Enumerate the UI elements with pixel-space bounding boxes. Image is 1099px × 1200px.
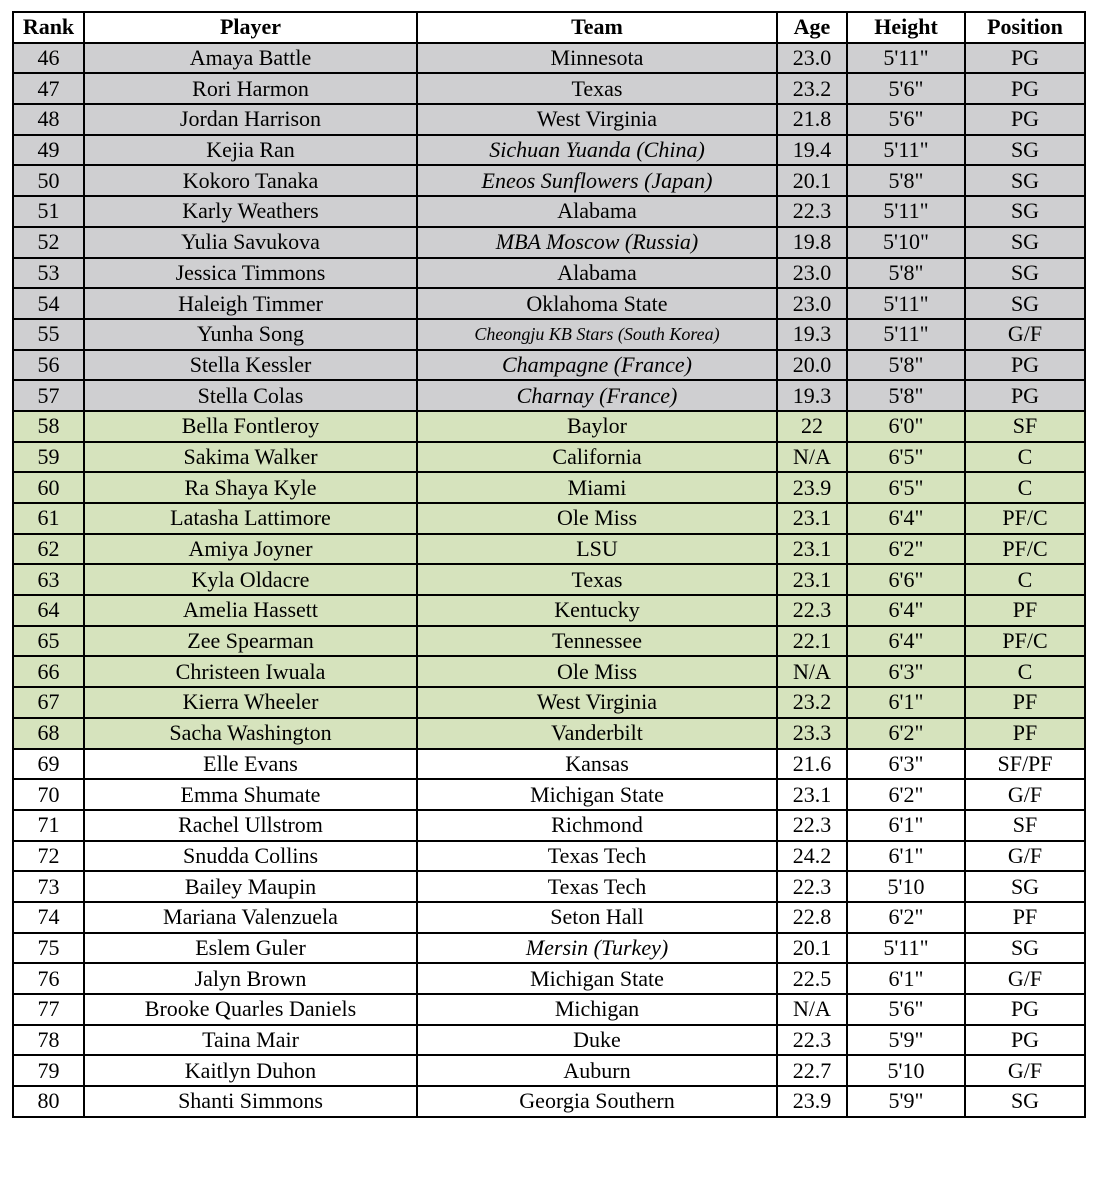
team-cell: Georgia Southern [417,1086,777,1117]
team-cell: West Virginia [417,104,777,135]
rank-cell: 68 [13,718,84,749]
table-row [13,534,1085,565]
position-cell: SF [965,411,1085,442]
age-cell: 22.3 [777,871,847,902]
player-cell: Bailey Maupin [84,871,417,902]
table-row [13,810,1085,841]
rank-cell: 59 [13,442,84,473]
player-cell: Zee Spearman [84,626,417,657]
age-cell: N/A [777,994,847,1025]
player-cell: Kokoro Tanaka [84,165,417,196]
position-cell: SG [965,135,1085,166]
rank-cell: 50 [13,165,84,196]
rank-cell: 60 [13,472,84,503]
rank-cell: 72 [13,841,84,872]
rank-cell: 48 [13,104,84,135]
age-cell: 20.0 [777,350,847,381]
header-position: Position [965,12,1085,43]
rank-cell: 70 [13,779,84,810]
age-cell: N/A [777,442,847,473]
age-cell: 23.0 [777,258,847,289]
position-cell: PG [965,380,1085,411]
team-cell: Sichuan Yuanda (China) [417,135,777,166]
table-row [13,841,1085,872]
rank-cell: 77 [13,994,84,1025]
rank-cell: 74 [13,902,84,933]
player-cell: Sakima Walker [84,442,417,473]
height-cell: 6'2" [847,718,965,749]
age-cell: 20.1 [777,165,847,196]
player-cell: Snudda Collins [84,841,417,872]
age-cell: 22.3 [777,1025,847,1056]
age-cell: 19.8 [777,227,847,258]
table-row [13,779,1085,810]
table-row [13,1086,1085,1117]
table-row [13,350,1085,381]
rank-cell: 71 [13,810,84,841]
position-cell: SG [965,196,1085,227]
player-cell: Sacha Washington [84,718,417,749]
position-cell: G/F [965,1055,1085,1086]
position-cell: C [965,472,1085,503]
age-cell: 23.1 [777,534,847,565]
team-cell: Kansas [417,749,777,780]
age-cell: 23.0 [777,43,847,74]
position-cell: PF [965,718,1085,749]
height-cell: 6'5" [847,442,965,473]
height-cell: 6'4" [847,595,965,626]
player-cell: Jalyn Brown [84,963,417,994]
height-cell: 6'1" [847,841,965,872]
position-cell: PF/C [965,534,1085,565]
player-cell: Jordan Harrison [84,104,417,135]
position-cell: SG [965,1086,1085,1117]
table-row [13,258,1085,289]
height-cell: 6'3" [847,656,965,687]
player-cell: Amelia Hassett [84,595,417,626]
position-cell: PG [965,104,1085,135]
rank-cell: 73 [13,871,84,902]
table-row [13,749,1085,780]
rank-cell: 53 [13,258,84,289]
height-cell: 6'0" [847,411,965,442]
header-player: Player [84,12,417,43]
position-cell: SG [965,258,1085,289]
team-cell: Ole Miss [417,503,777,534]
age-cell: 23.3 [777,718,847,749]
table-row [13,73,1085,104]
position-cell: PG [965,1025,1085,1056]
team-cell: Tennessee [417,626,777,657]
age-cell: 22.3 [777,810,847,841]
team-cell: Auburn [417,1055,777,1086]
player-cell: Bella Fontleroy [84,411,417,442]
age-cell: 23.1 [777,503,847,534]
player-cell: Rori Harmon [84,73,417,104]
height-cell: 5'6" [847,73,965,104]
table-row [13,1055,1085,1086]
team-cell: Oklahoma State [417,288,777,319]
height-cell: 5'10" [847,227,965,258]
age-cell: 23.9 [777,472,847,503]
player-cell: Kejia Ran [84,135,417,166]
position-cell: SG [965,227,1085,258]
team-cell: Texas Tech [417,871,777,902]
height-cell: 6'6" [847,564,965,595]
age-cell: 22.1 [777,626,847,657]
height-cell: 5'10 [847,1055,965,1086]
position-cell: SF [965,810,1085,841]
position-cell: SG [965,871,1085,902]
team-cell: Baylor [417,411,777,442]
age-cell: 23.2 [777,687,847,718]
age-cell: 19.4 [777,135,847,166]
table-row [13,472,1085,503]
table-row [13,902,1085,933]
team-cell: Texas [417,564,777,595]
position-cell: C [965,564,1085,595]
team-cell: Cheongju KB Stars (South Korea) [417,319,777,350]
player-cell: Taina Mair [84,1025,417,1056]
team-cell: Champagne (France) [417,350,777,381]
table-row [13,196,1085,227]
player-cell: Ra Shaya Kyle [84,472,417,503]
rank-cell: 64 [13,595,84,626]
height-cell: 6'2" [847,902,965,933]
team-cell: Miami [417,472,777,503]
rank-cell: 47 [13,73,84,104]
rank-cell: 66 [13,656,84,687]
table-row [13,1025,1085,1056]
table-row [13,687,1085,718]
position-cell: PG [965,994,1085,1025]
team-cell: Charnay (France) [417,380,777,411]
player-cell: Rachel Ullstrom [84,810,417,841]
age-cell: 23.1 [777,779,847,810]
table-row [13,871,1085,902]
position-cell: SG [965,288,1085,319]
rank-cell: 58 [13,411,84,442]
position-cell: G/F [965,319,1085,350]
rank-cell: 52 [13,227,84,258]
table-row [13,288,1085,319]
age-cell: 22.7 [777,1055,847,1086]
rank-cell: 69 [13,749,84,780]
player-cell: Emma Shumate [84,779,417,810]
age-cell: 19.3 [777,319,847,350]
header-height: Height [847,12,965,43]
age-cell: 21.8 [777,104,847,135]
player-cell: Amiya Joyner [84,534,417,565]
height-cell: 5'8" [847,258,965,289]
table-body [13,43,1085,1117]
age-cell: 23.1 [777,564,847,595]
height-cell: 6'2" [847,779,965,810]
height-cell: 6'4" [847,503,965,534]
rank-cell: 51 [13,196,84,227]
player-cell: Karly Weathers [84,196,417,227]
header-age: Age [777,12,847,43]
table-row [13,626,1085,657]
height-cell: 6'3" [847,749,965,780]
team-cell: Michigan State [417,779,777,810]
height-cell: 5'11" [847,933,965,964]
rank-cell: 75 [13,933,84,964]
player-cell: Brooke Quarles Daniels [84,994,417,1025]
rank-cell: 79 [13,1055,84,1086]
height-cell: 5'6" [847,994,965,1025]
height-cell: 5'8" [847,165,965,196]
position-cell: PG [965,43,1085,74]
player-cell: Kyla Oldacre [84,564,417,595]
position-cell: PF [965,595,1085,626]
height-cell: 5'8" [847,350,965,381]
table-row [13,442,1085,473]
age-cell: 22.3 [777,196,847,227]
rank-cell: 57 [13,380,84,411]
header-row [13,12,1085,43]
height-cell: 5'10 [847,871,965,902]
header-team: Team [417,12,777,43]
team-cell: Duke [417,1025,777,1056]
position-cell: PF/C [965,626,1085,657]
height-cell: 5'11" [847,43,965,74]
table-row [13,564,1085,595]
height-cell: 5'11" [847,196,965,227]
age-cell: 22.8 [777,902,847,933]
height-cell: 5'9" [847,1025,965,1056]
height-cell: 6'1" [847,810,965,841]
team-cell: MBA Moscow (Russia) [417,227,777,258]
team-cell: Ole Miss [417,656,777,687]
table-row [13,165,1085,196]
rank-cell: 56 [13,350,84,381]
team-cell: Richmond [417,810,777,841]
age-cell: 19.3 [777,380,847,411]
player-cell: Christeen Iwuala [84,656,417,687]
rank-cell: 65 [13,626,84,657]
height-cell: 5'11" [847,319,965,350]
height-cell: 6'2" [847,534,965,565]
rank-cell: 55 [13,319,84,350]
rank-cell: 62 [13,534,84,565]
rank-cell: 54 [13,288,84,319]
team-cell: Kentucky [417,595,777,626]
player-cell: Shanti Simmons [84,1086,417,1117]
player-cell: Mariana Valenzuela [84,902,417,933]
position-cell: PF [965,902,1085,933]
player-cell: Amaya Battle [84,43,417,74]
height-cell: 5'8" [847,380,965,411]
age-cell: 22.3 [777,595,847,626]
age-cell: N/A [777,656,847,687]
player-cell: Yulia Savukova [84,227,417,258]
team-cell: Alabama [417,258,777,289]
rank-cell: 49 [13,135,84,166]
player-cell: Stella Colas [84,380,417,411]
player-cell: Jessica Timmons [84,258,417,289]
team-cell: LSU [417,534,777,565]
position-cell: C [965,442,1085,473]
position-cell: G/F [965,779,1085,810]
table-row [13,933,1085,964]
player-cell: Kierra Wheeler [84,687,417,718]
rank-cell: 67 [13,687,84,718]
player-cell: Yunha Song [84,319,417,350]
age-cell: 23.0 [777,288,847,319]
table-row [13,963,1085,994]
team-cell: California [417,442,777,473]
height-cell: 5'11" [847,288,965,319]
age-cell: 20.1 [777,933,847,964]
table-row [13,595,1085,626]
position-cell: G/F [965,963,1085,994]
player-cell: Latasha Lattimore [84,503,417,534]
position-cell: PG [965,73,1085,104]
team-cell: Seton Hall [417,902,777,933]
player-cell: Elle Evans [84,749,417,780]
team-cell: Eneos Sunflowers (Japan) [417,165,777,196]
table-row [13,104,1085,135]
player-cell: Eslem Guler [84,933,417,964]
header-rank: Rank [13,12,84,43]
height-cell: 5'9" [847,1086,965,1117]
rankings-table [12,11,1086,1118]
team-cell: Michigan [417,994,777,1025]
table-row [13,994,1085,1025]
height-cell: 6'4" [847,626,965,657]
player-cell: Stella Kessler [84,350,417,381]
rank-cell: 46 [13,43,84,74]
team-cell: Michigan State [417,963,777,994]
position-cell: PG [965,350,1085,381]
table-row [13,503,1085,534]
height-cell: 6'1" [847,687,965,718]
player-cell: Kaitlyn Duhon [84,1055,417,1086]
team-cell: Texas [417,73,777,104]
position-cell: SG [965,165,1085,196]
height-cell: 5'6" [847,104,965,135]
table-row [13,656,1085,687]
table-row [13,380,1085,411]
age-cell: 22.5 [777,963,847,994]
team-cell: Minnesota [417,43,777,74]
height-cell: 6'5" [847,472,965,503]
table-row [13,43,1085,74]
position-cell: C [965,656,1085,687]
table-row [13,227,1085,258]
height-cell: 6'1" [847,963,965,994]
table-row [13,135,1085,166]
age-cell: 23.2 [777,73,847,104]
position-cell: PF [965,687,1085,718]
team-cell: Vanderbilt [417,718,777,749]
position-cell: G/F [965,841,1085,872]
position-cell: PF/C [965,503,1085,534]
height-cell: 5'11" [847,135,965,166]
team-cell: Mersin (Turkey) [417,933,777,964]
position-cell: SG [965,933,1085,964]
age-cell: 23.9 [777,1086,847,1117]
team-cell: Texas Tech [417,841,777,872]
team-cell: West Virginia [417,687,777,718]
table-row [13,718,1085,749]
table-row [13,319,1085,350]
age-cell: 22 [777,411,847,442]
position-cell: SF/PF [965,749,1085,780]
age-cell: 21.6 [777,749,847,780]
rank-cell: 80 [13,1086,84,1117]
player-cell: Haleigh Timmer [84,288,417,319]
table-row [13,411,1085,442]
team-cell: Alabama [417,196,777,227]
rank-cell: 63 [13,564,84,595]
age-cell: 24.2 [777,841,847,872]
rank-cell: 78 [13,1025,84,1056]
rank-cell: 61 [13,503,84,534]
rank-cell: 76 [13,963,84,994]
